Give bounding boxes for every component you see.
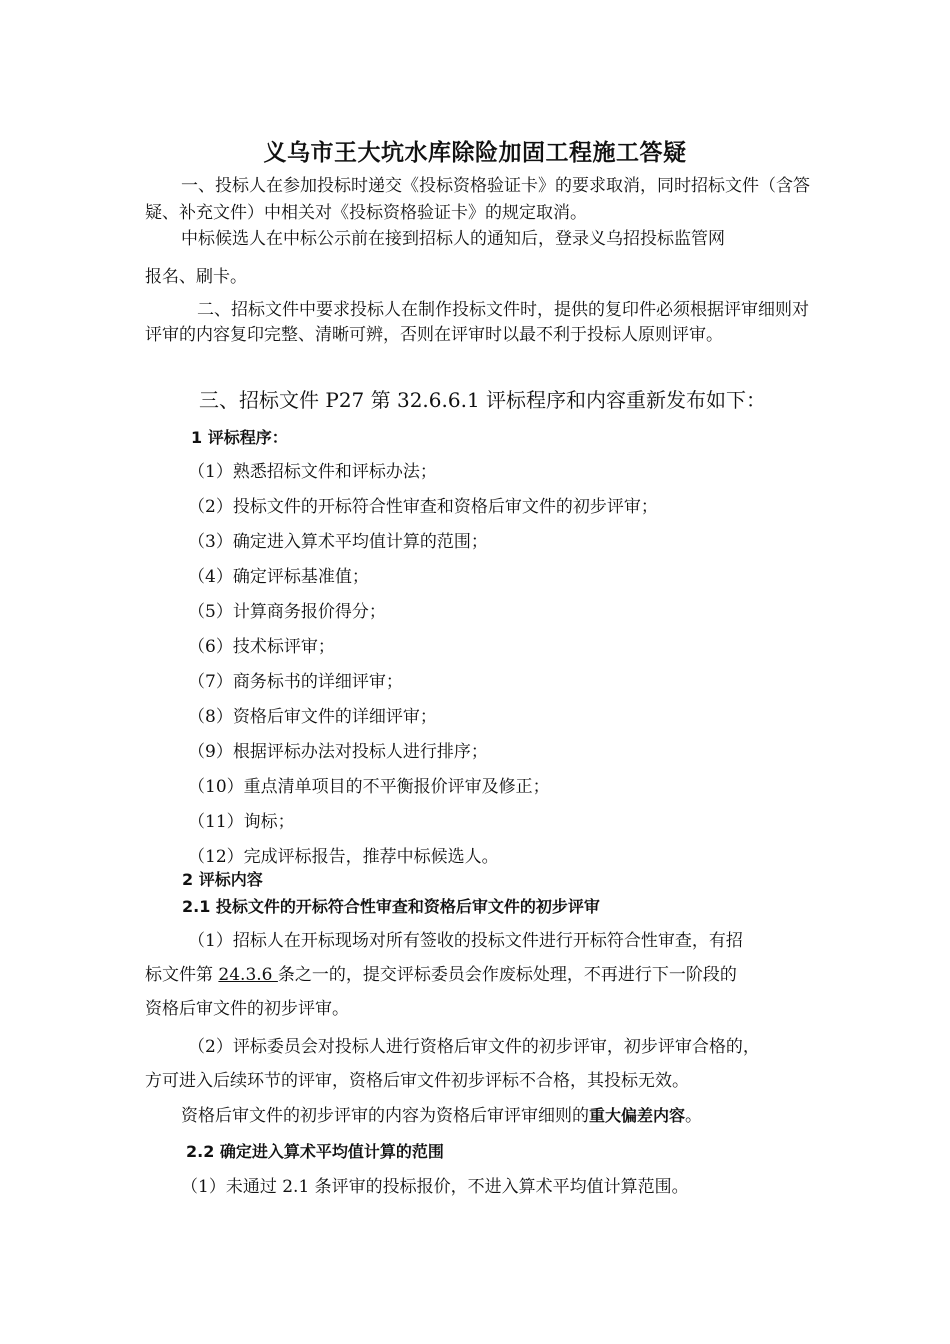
step-item: （11）询标； — [188, 812, 295, 832]
subheading-1: 1 评标程序： — [191, 428, 288, 447]
step-item: （12）完成评标报告，推荐中标候选人。 — [188, 847, 499, 867]
content-2-line-2: 方可进入后续环节的评审，资格后审文件初步评标不合格，其投标无效。 — [145, 1071, 689, 1091]
paragraph-2-line-2: 报名、刷卡。 — [145, 267, 247, 287]
section-3-heading: 三、招标文件 P27 第 32.6.6.1 评标程序和内容重新发布如下： — [199, 388, 767, 412]
step-item: （2）投标文件的开标符合性审查和资格后审文件的初步评审； — [188, 497, 658, 517]
step-item: （9）根据评标办法对投标人进行排序； — [188, 742, 488, 762]
step-item: （6）技术标评审； — [188, 637, 335, 657]
content-1-line-2 — [145, 958, 737, 992]
step-item: （10）重点清单项目的不平衡报价评审及修正； — [188, 777, 550, 797]
step-item: （1）熟悉招标文件和评标办法； — [188, 462, 437, 482]
step-item: （7）商务标书的详细评审； — [188, 672, 403, 692]
paragraph-1: 一、投标人在参加投标时递交《投标资格验证卡》的要求取消，同时招标文件（含答疑、补充文件）中相关对《投标资格验证卡》的规定取消。 — [145, 176, 810, 223]
content-3-post: 。 — [685, 1106, 703, 1126]
step-item: （3）确定进入算术平均值计算的范围； — [188, 532, 488, 552]
subheading-2-2: 2.2 确定进入算术平均值计算的范围 — [186, 1142, 444, 1161]
content-3-pre: 资格后审文件的初步评审的内容为资格后审评审细则的 — [181, 1106, 589, 1126]
step-item: （5）计算商务报价得分； — [188, 602, 386, 622]
content-4: （1）未通过 2.1 条评审的投标报价，不进入算术平均值计算范围。 — [181, 1177, 689, 1197]
paragraph-2-line-1: 中标候选人在中标公示前在接到招标人的通知后，登录义乌招投标监管网 — [181, 229, 725, 249]
paragraph-3: 二、招标文件中要求投标人在制作投标文件时，提供的复印件必须根据评审细则对评审的内容复印完整、清晰可辨，否则在评审时以最不利于投标人原则评审。 — [145, 300, 809, 345]
step-item: （4）确定评标基准值； — [188, 567, 369, 587]
subheading-2: 2 评标内容 — [182, 870, 263, 889]
content-2-line-1: （2）评标委员会对投标人进行资格后审文件的初步评审，初步评审合格的， — [188, 1037, 760, 1057]
content-1-post: 条之一的，提交评标委员会作废标处理，不再进行下一阶段的 — [277, 965, 737, 985]
content-1-line-1: （1）招标人在开标现场对所有签收的投标文件进行开标符合性审查，有招 — [188, 931, 743, 951]
content-1-pre: 标文件第 — [145, 965, 219, 985]
step-item: （8）资格后审文件的详细评审； — [188, 707, 437, 727]
clause-reference-link[interactable]: 24.3.6 — [218, 965, 278, 985]
subheading-2-1: 2.1 投标文件的开标符合性审查和资格后审文件的初步评审 — [182, 897, 600, 916]
content-3-bold: 重大偏差内容 — [589, 1106, 686, 1125]
content-1-line-3: 资格后审文件的初步评审。 — [145, 999, 349, 1019]
content-3 — [181, 1099, 702, 1133]
document-title: 义乌市王大坑水库除险加固工程施工答疑 — [263, 140, 687, 166]
